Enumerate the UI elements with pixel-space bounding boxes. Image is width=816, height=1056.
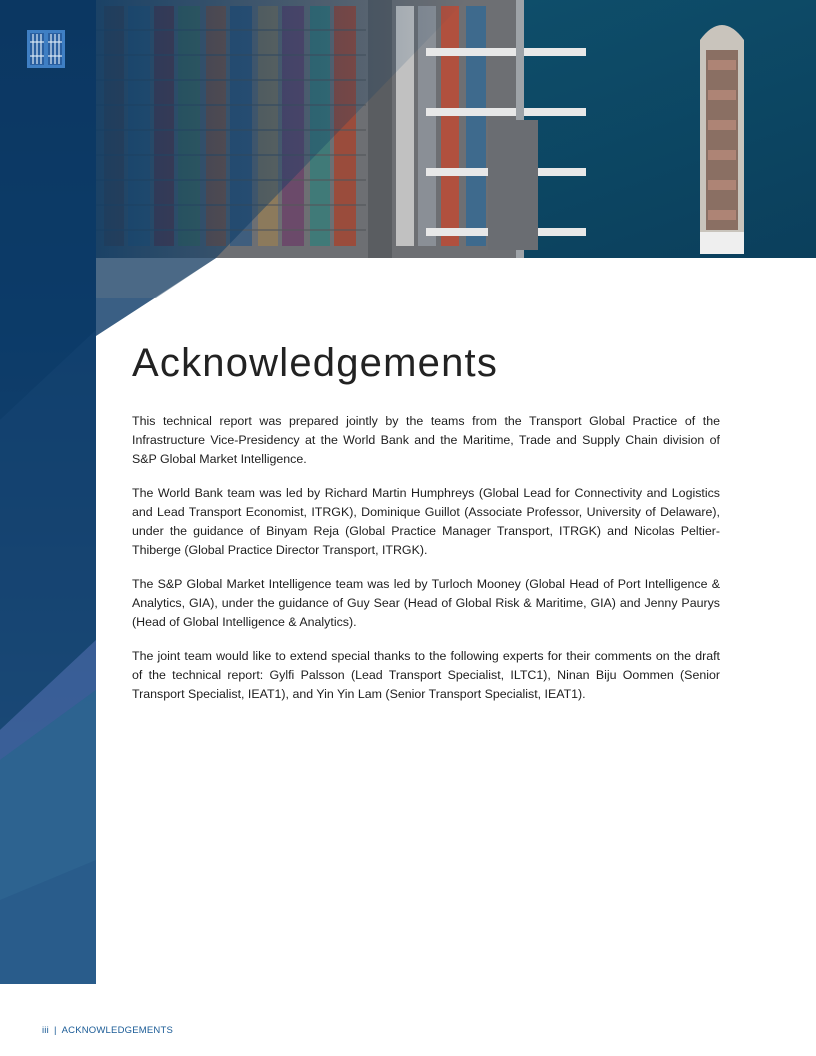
left-sidebar (0, 0, 96, 984)
paragraph-world-bank-team: The World Bank team was led by Richard Martin Humphreys (Global Lead for Connectivity and Logistics and Lead Transport Economist, ITRGK), Dominique Guillot (Associate Professor, University of Delaware), under the guidance of Binyam Reja (Global Practice Manager Transport, ITRGK) and Nicolas Peltier-Thiberge (Global Practice Director Transport, ITRGK). (132, 486, 720, 557)
page-number: iii (42, 1025, 49, 1036)
paragraph-sp-global-team: The S&P Global Market Intelligence team was led by Turloch Mooney (Global Head of Port Intelligence & Analytics, GIA), under the guidance of Guy Sear (Head of Global Risk & Maritime, GIA) and Jenny Paurys (Head of Global Intelligence & Analytics). (132, 577, 720, 629)
main-content (132, 336, 720, 719)
footer-section-title: ACKNOWLEDGEMENTS (61, 1025, 174, 1036)
paragraph-thanks: The joint team would like to extend special thanks to the following experts for their comments on the draft of the technical report: Gylfi Palsson (Lead Transport Specialist, ILTC1), Ninan Biju Oommen (Senior Transport Specialist, IEAT1), and Yin Yin Lam (Senior Transport Specialist, IEAT1). (132, 649, 720, 701)
container-stack-icon (27, 30, 65, 68)
sidebar-diagonals (0, 0, 96, 984)
footer-separator: | (53, 1025, 57, 1036)
paragraph-intro: This technical report was prepared jointly by the teams from the Transport Global Practice of the Infrastructure Vice-Presidency at the World Bank and the Maritime, Trade and Supply Chain division of S&P Global Market Intelligence. (132, 414, 720, 466)
hero-diagonal-tail (96, 258, 216, 338)
page-footer (42, 1025, 173, 1036)
port-aerial-photo (96, 0, 816, 258)
page-title: Acknowledgements (132, 341, 499, 385)
